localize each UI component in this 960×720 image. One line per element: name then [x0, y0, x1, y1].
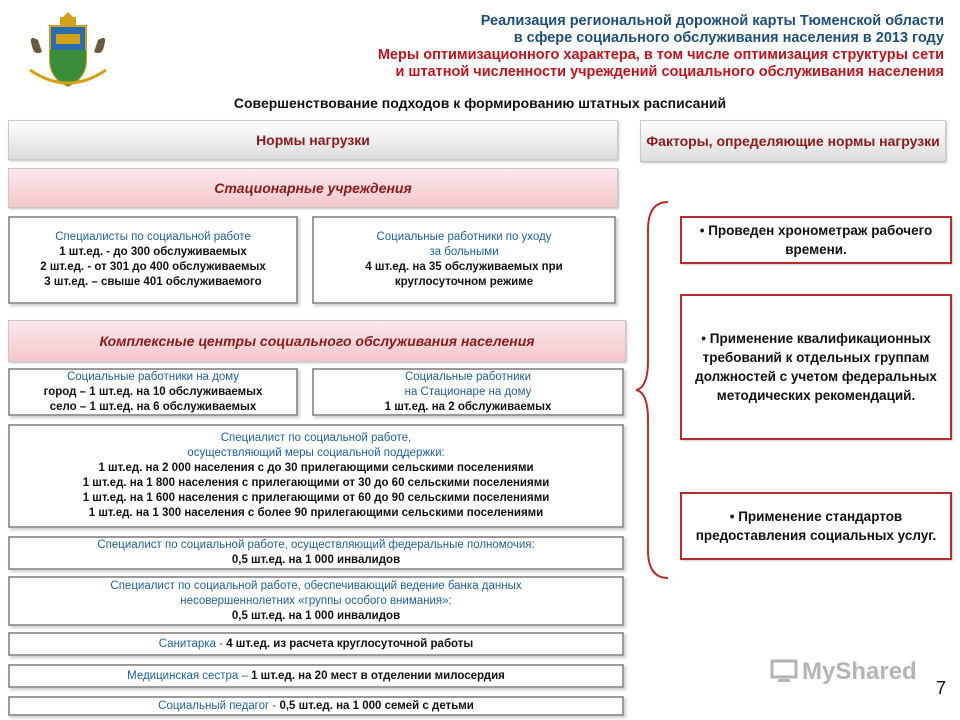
nurse-aide-box	[8, 632, 624, 656]
box-heading: Санитарка -	[158, 637, 223, 650]
social-support-specialist-box	[8, 424, 624, 528]
coat-of-arms-logo	[20, 10, 116, 92]
box-heading: несовершеннолетних «группы особого внимания»:	[180, 594, 452, 607]
page-number: 7	[936, 678, 947, 698]
box-line: 1 шт.ед. - до 300 обслуживаемых	[59, 246, 247, 258]
norms-header: Нормы нагрузки	[8, 120, 618, 160]
box-line: 4 шт.ед. на 35 обслуживаемых при	[365, 261, 563, 273]
box-heading: за больными	[429, 246, 499, 258]
kcson-header: Комплексные центры социального обслуживания населения	[8, 320, 626, 362]
box-line: 1 шт.ед. на 2 000 населения с до 30 прилегающими сельскими поселениями	[98, 462, 534, 474]
factor-timing-box: • Проведен хронометраж рабочего времени.	[680, 216, 952, 264]
home-stationary-norm-box	[312, 368, 624, 416]
box-heading: осуществляющий меры социальной поддержки:	[187, 447, 445, 459]
title-line-2: в сфере социального обслуживания населения в 2013 году	[513, 30, 944, 46]
box-line: 1 шт.ед. на 20 мест в отделении милосердия	[251, 669, 505, 682]
title-line-1: Реализация региональной дорожной карты Тюменской области	[480, 13, 944, 29]
stationary-header: Стационарные учреждения	[8, 168, 618, 208]
slide-title	[378, 13, 944, 81]
brace-connector	[634, 200, 670, 580]
box-line: 2 шт.ед. - от 301 до 400 обслуживаемых	[40, 261, 266, 273]
box-line: 0,5 шт.ед. на 1 000 инвалидов	[231, 609, 401, 622]
box-line: 0,5 шт.ед. на 1 000 инвалидов	[231, 554, 401, 566]
care-workers-norm-box	[312, 216, 616, 304]
box-heading: Социальный педагог -	[158, 699, 277, 712]
myshared-watermark	[770, 658, 917, 686]
title-line-4: и штатной численности учреждений социального обслуживания населения	[395, 64, 944, 80]
presentation-icon	[770, 659, 798, 685]
box-line: город – 1 шт.ед. на 10 обслуживаемых	[43, 385, 263, 398]
medical-nurse-box	[8, 664, 624, 688]
databank-specialist-box	[8, 576, 624, 626]
factors-header: Факторы, определяющие нормы нагрузки	[640, 120, 946, 162]
box-line: 1 шт.ед. на 1 600 населения с прилегающими от 60 до 90 сельскими поселениями	[82, 492, 550, 504]
box-line: круглосуточном режиме	[394, 276, 534, 288]
box-line: село – 1 шт.ед. на 6 обслуживаемых	[49, 400, 257, 413]
specialists-norm-box	[8, 216, 298, 304]
box-heading: Медицинская сестра –	[127, 669, 248, 682]
box-heading: Специалист по социальной работе, обеспечивающий ведение банка данных	[110, 579, 522, 592]
home-workers-norm-box	[8, 368, 298, 416]
title-line-3: Меры оптимизационного характера, в том числе оптимизация структуры сети	[377, 47, 944, 63]
federal-powers-specialist-box	[8, 536, 624, 570]
factor-qualification-box: • Применение квалификационных требований к отдельных группам должностей с учетом федеральных методических рекомендаций.	[680, 294, 952, 440]
watermark-text: MyShared	[802, 658, 917, 685]
box-line: 1 шт.ед. на 1 800 населения с прилегающими от 30 до 60 сельскими поселениями	[82, 477, 550, 489]
box-heading: Социальные работники по уходу	[376, 231, 552, 243]
box-heading: на Стационаре на дому	[404, 385, 532, 398]
box-line: 1 шт.ед. на 1 300 населения с более 90 прилегающими сельскими поселениями	[88, 507, 544, 519]
box-heading: Специалист по социальной работе,	[220, 432, 412, 444]
box-heading: Специалист по социальной работе, осуществляющий федеральные полномочия:	[97, 539, 535, 551]
box-heading: Социальные работники	[404, 370, 532, 383]
box-line: 4 шт.ед. из расчета круглосуточной работы	[226, 637, 474, 650]
social-pedagogue-box	[8, 696, 624, 716]
box-line: 0,5 шт.ед. на 1 000 семей с детьми	[279, 699, 474, 712]
box-heading: Социальные работники на дому	[66, 370, 240, 383]
box-line: 3 шт.ед. – свыше 401 обслуживаемого	[44, 276, 262, 288]
subtitle: Совершенствование подходов к формированию штатных расписаний	[233, 95, 727, 111]
box-line: 1 шт.ед. на 2 обслуживаемых	[384, 400, 552, 413]
factor-standards-box: • Применение стандартов предоставления социальных услуг.	[680, 492, 952, 560]
box-heading: Специалисты по социальной работе	[55, 231, 251, 243]
